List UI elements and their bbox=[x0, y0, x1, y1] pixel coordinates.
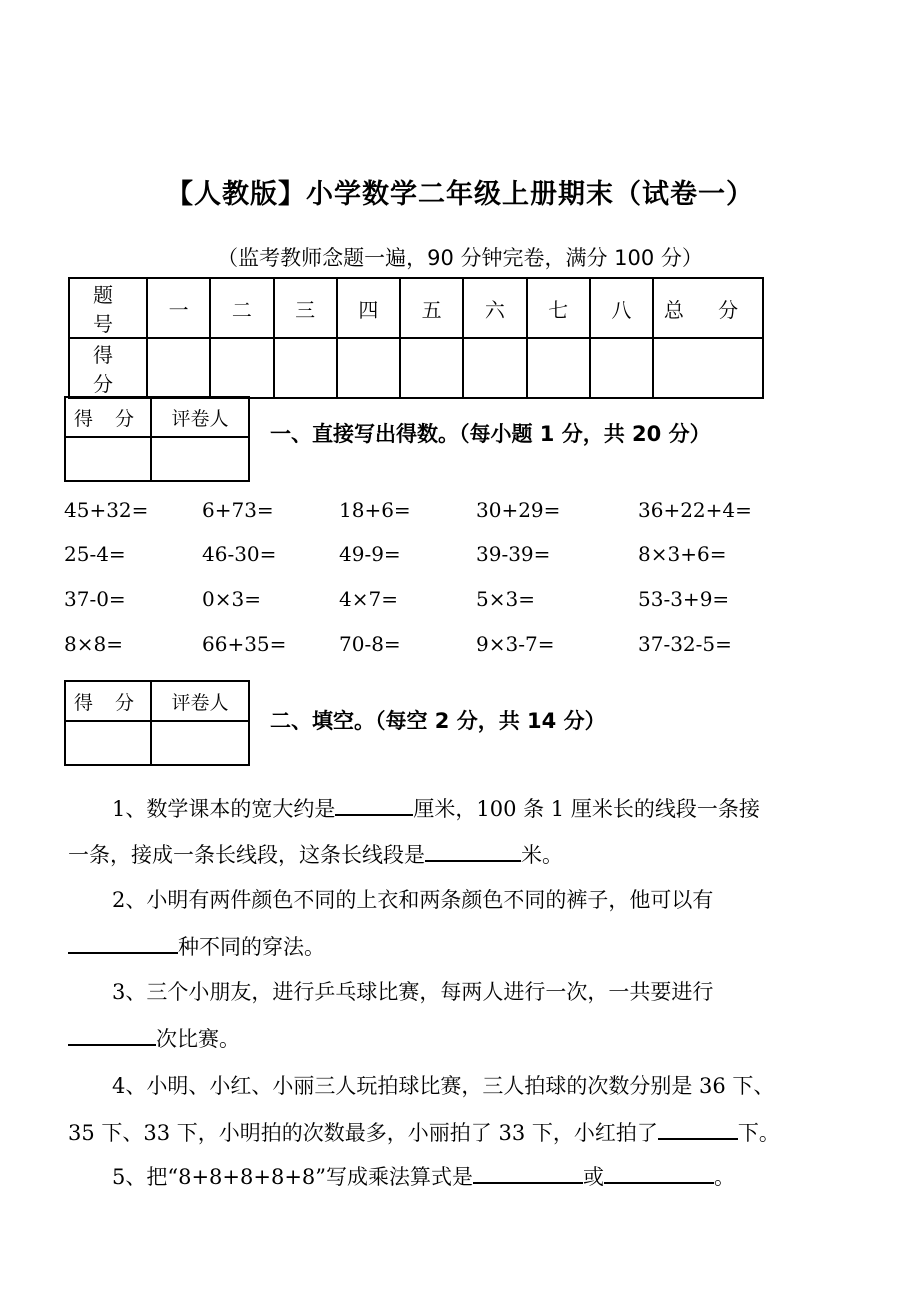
problem: 49-9= bbox=[339, 542, 401, 566]
page-title: 【人教版】小学数学二年级上册期末（试卷一） bbox=[166, 179, 754, 210]
answer-blank[interactable] bbox=[425, 838, 521, 862]
question-4-line-2 bbox=[68, 1116, 868, 1147]
grader-label: 评卷人 bbox=[151, 397, 249, 437]
table-row bbox=[65, 681, 249, 721]
exam-instructions: （监考教师念题一遍，90 分钟完卷，满分 100 分） bbox=[217, 246, 703, 270]
problem: 5×3= bbox=[476, 587, 535, 611]
question-text: 5、把“8+8+8+8+8”写成乘法算式是 bbox=[112, 1165, 474, 1189]
total-header: 总 分 bbox=[653, 278, 763, 338]
question-text: 1、数学课本的宽大约是 bbox=[112, 797, 336, 821]
grader-label: 评卷人 bbox=[151, 681, 249, 721]
question-text: 厘米，100 条 1 厘米长的线段一条接 bbox=[413, 797, 760, 821]
score-cell[interactable] bbox=[590, 338, 653, 398]
problem: 66+35= bbox=[202, 632, 287, 656]
section-heading: 二、填空。（每空 2 分，共 14 分） bbox=[270, 709, 606, 733]
table-row bbox=[69, 338, 763, 398]
score-cell[interactable] bbox=[400, 338, 463, 398]
score-cell[interactable] bbox=[147, 338, 210, 398]
problem: 37-0= bbox=[64, 587, 126, 611]
answer-blank[interactable] bbox=[658, 1116, 738, 1140]
problem: 4×7= bbox=[339, 587, 398, 611]
problem: 9×3-7= bbox=[476, 632, 555, 656]
score-cell[interactable] bbox=[274, 338, 337, 398]
column-header: 六 bbox=[463, 278, 526, 338]
answer-blank[interactable] bbox=[473, 1160, 583, 1184]
question-text: 次比赛。 bbox=[156, 1027, 240, 1051]
problem: 8×3+6= bbox=[638, 542, 727, 566]
table-row bbox=[69, 278, 763, 338]
grader-box bbox=[64, 396, 250, 482]
question-text: 4、小明、小红、小丽三人玩拍球比赛，三人拍球的次数分别是 36 下、 bbox=[112, 1074, 775, 1098]
column-header: 七 bbox=[527, 278, 590, 338]
question-5 bbox=[68, 1160, 868, 1191]
table-row bbox=[65, 397, 249, 437]
question-3-line-2 bbox=[68, 1022, 868, 1053]
score-cell[interactable] bbox=[210, 338, 273, 398]
question-text: 一条，接成一条长线段，这条长线段是 bbox=[68, 843, 425, 867]
problem: 0×3= bbox=[202, 587, 261, 611]
problem: 36+22+4= bbox=[638, 498, 752, 522]
question-text: 下。 bbox=[737, 1121, 780, 1145]
score-cell[interactable] bbox=[65, 437, 151, 481]
column-header: 五 bbox=[400, 278, 463, 338]
question-text: 或 bbox=[583, 1165, 605, 1189]
column-header: 三 bbox=[274, 278, 337, 338]
column-header: 一 bbox=[147, 278, 210, 338]
score-label: 得 分 bbox=[65, 397, 151, 437]
question-text: 35 下、33 下，小明拍的次数最多，小丽拍了 33 下，小红拍了 bbox=[68, 1121, 658, 1145]
question-text: 2、小明有两件颜色不同的上衣和两条颜色不同的裤子，他可以有 bbox=[112, 888, 714, 912]
grader-box bbox=[64, 680, 250, 766]
question-4-line-1 bbox=[68, 1070, 868, 1100]
problem: 53-3+9= bbox=[638, 587, 730, 611]
problem: 70-8= bbox=[339, 632, 401, 656]
score-row-header: 得 分 bbox=[69, 338, 147, 398]
score-cell[interactable] bbox=[527, 338, 590, 398]
score-cell[interactable] bbox=[337, 338, 400, 398]
answer-blank[interactable] bbox=[604, 1160, 714, 1184]
question-text: 。 bbox=[714, 1165, 736, 1189]
score-label: 得 分 bbox=[65, 681, 151, 721]
table-row bbox=[65, 721, 249, 765]
question-text: 种不同的穿法。 bbox=[178, 935, 325, 959]
column-header: 四 bbox=[337, 278, 400, 338]
question-1-line-2 bbox=[68, 838, 868, 869]
section-heading: 一、直接写出得数。（每小题 1 分，共 20 分） bbox=[270, 422, 711, 446]
grader-cell[interactable] bbox=[151, 437, 249, 481]
table-row bbox=[65, 437, 249, 481]
column-header: 八 bbox=[590, 278, 653, 338]
problem: 39-39= bbox=[476, 542, 551, 566]
problem: 46-30= bbox=[202, 542, 277, 566]
score-summary-table bbox=[68, 277, 764, 399]
total-score-cell[interactable] bbox=[653, 338, 763, 398]
problem: 45+32= bbox=[64, 498, 149, 522]
problem: 18+6= bbox=[339, 498, 411, 522]
problem: 8×8= bbox=[64, 632, 123, 656]
question-2-line-1 bbox=[68, 884, 868, 914]
question-text: 3、三个小朋友，进行乒乓球比赛，每两人进行一次，一共要进行 bbox=[112, 980, 714, 1004]
score-cell[interactable] bbox=[463, 338, 526, 398]
question-number-header: 题 号 bbox=[69, 278, 147, 338]
answer-blank[interactable] bbox=[335, 792, 413, 816]
problem: 30+29= bbox=[476, 498, 561, 522]
problem: 37-32-5= bbox=[638, 632, 732, 656]
problem: 6+73= bbox=[202, 498, 274, 522]
question-2-line-2 bbox=[68, 930, 868, 961]
question-3-line-1 bbox=[68, 976, 868, 1006]
answer-blank[interactable] bbox=[68, 1022, 156, 1046]
grader-cell[interactable] bbox=[151, 721, 249, 765]
column-header: 二 bbox=[210, 278, 273, 338]
answer-blank[interactable] bbox=[68, 930, 178, 954]
score-cell[interactable] bbox=[65, 721, 151, 765]
question-1-line-1 bbox=[68, 792, 868, 823]
problem: 25-4= bbox=[64, 542, 126, 566]
question-text: 米。 bbox=[521, 843, 563, 867]
